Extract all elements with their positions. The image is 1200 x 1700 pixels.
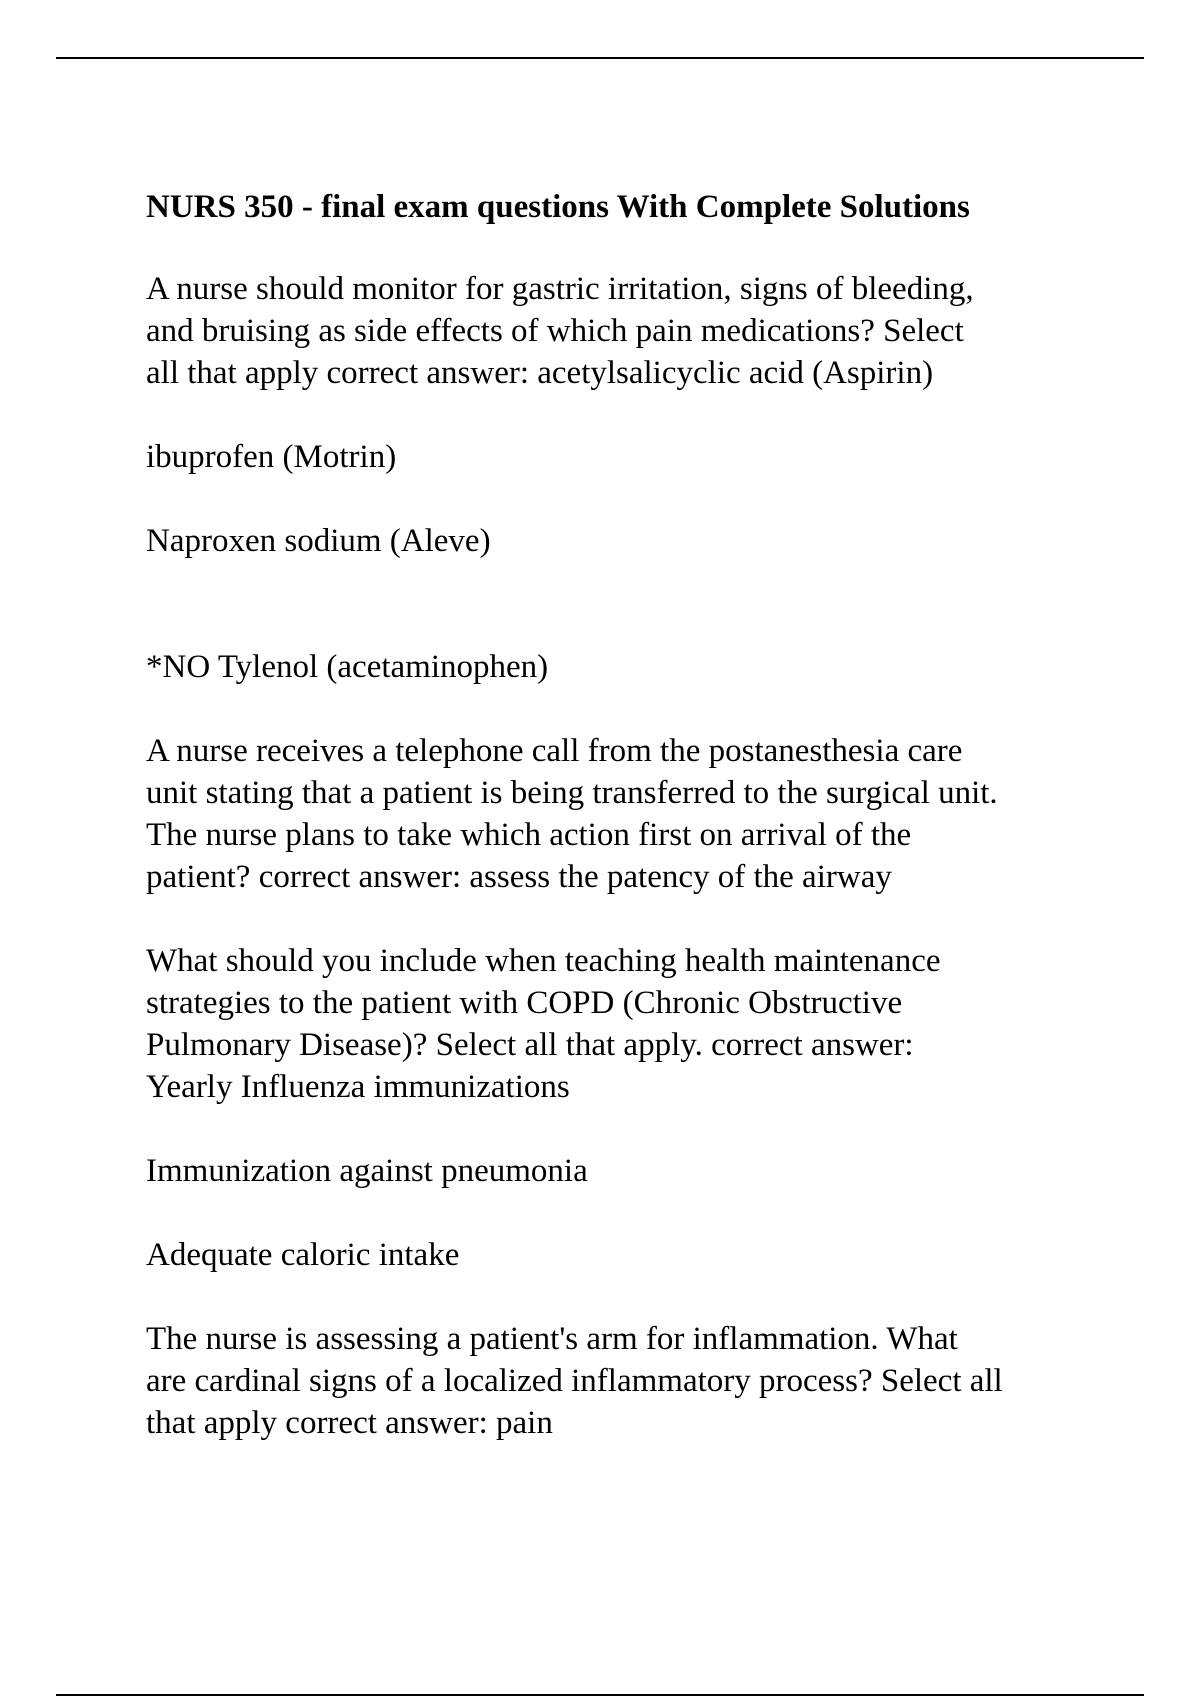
- text-line: *NO Tylenol (acetaminophen): [146, 649, 549, 685]
- text-line: Adequate caloric intake: [146, 1237, 460, 1273]
- answer-paragraph: [146, 1234, 1106, 1276]
- text-line: ibuprofen (Motrin): [146, 439, 397, 475]
- text-line: A nurse receives a telephone call from the postanesthesia care: [146, 733, 963, 769]
- bottom-divider: [56, 1694, 1144, 1696]
- question-paragraph: [146, 940, 1106, 1108]
- answer-paragraph: [146, 646, 1106, 688]
- text-line: unit stating that a patient is being transferred to the surgical unit.: [146, 775, 998, 811]
- text-line: are cardinal signs of a localized inflammatory process? Select all: [146, 1363, 1003, 1399]
- text-line: Immunization against pneumonia: [146, 1153, 588, 1189]
- text-line: that apply correct answer: pain: [146, 1405, 553, 1441]
- text-line: all that apply correct answer: acetylsalicyclic acid (Aspirin): [146, 355, 934, 391]
- text-line: A nurse should monitor for gastric irritation, signs of bleeding,: [146, 271, 974, 307]
- text-line: Yearly Influenza immunizations: [146, 1069, 570, 1105]
- text-line: patient? correct answer: assess the patency of the airway: [146, 859, 892, 895]
- text-line: Pulmonary Disease)? Select all that apply. correct answer:: [146, 1027, 914, 1063]
- document-body: [146, 186, 1106, 1486]
- answer-paragraph: [146, 520, 1106, 562]
- text-line: Naproxen sodium (Aleve): [146, 523, 491, 559]
- text-line: The nurse plans to take which action first on arrival of the: [146, 817, 912, 853]
- question-paragraph: [146, 268, 1106, 394]
- answer-paragraph: [146, 1150, 1106, 1192]
- text-line: and bruising as side effects of which pain medications? Select: [146, 313, 964, 349]
- document-title: NURS 350 - final exam questions With Complete Solutions: [146, 189, 970, 225]
- question-paragraph: [146, 730, 1106, 898]
- text-line: The nurse is assessing a patient's arm for inflammation. What: [146, 1321, 958, 1357]
- question-paragraph: [146, 1318, 1106, 1444]
- top-divider: [56, 57, 1144, 59]
- answer-paragraph: [146, 436, 1106, 478]
- text-line: strategies to the patient with COPD (Chronic Obstructive: [146, 985, 903, 1021]
- text-line: What should you include when teaching health maintenance: [146, 943, 941, 979]
